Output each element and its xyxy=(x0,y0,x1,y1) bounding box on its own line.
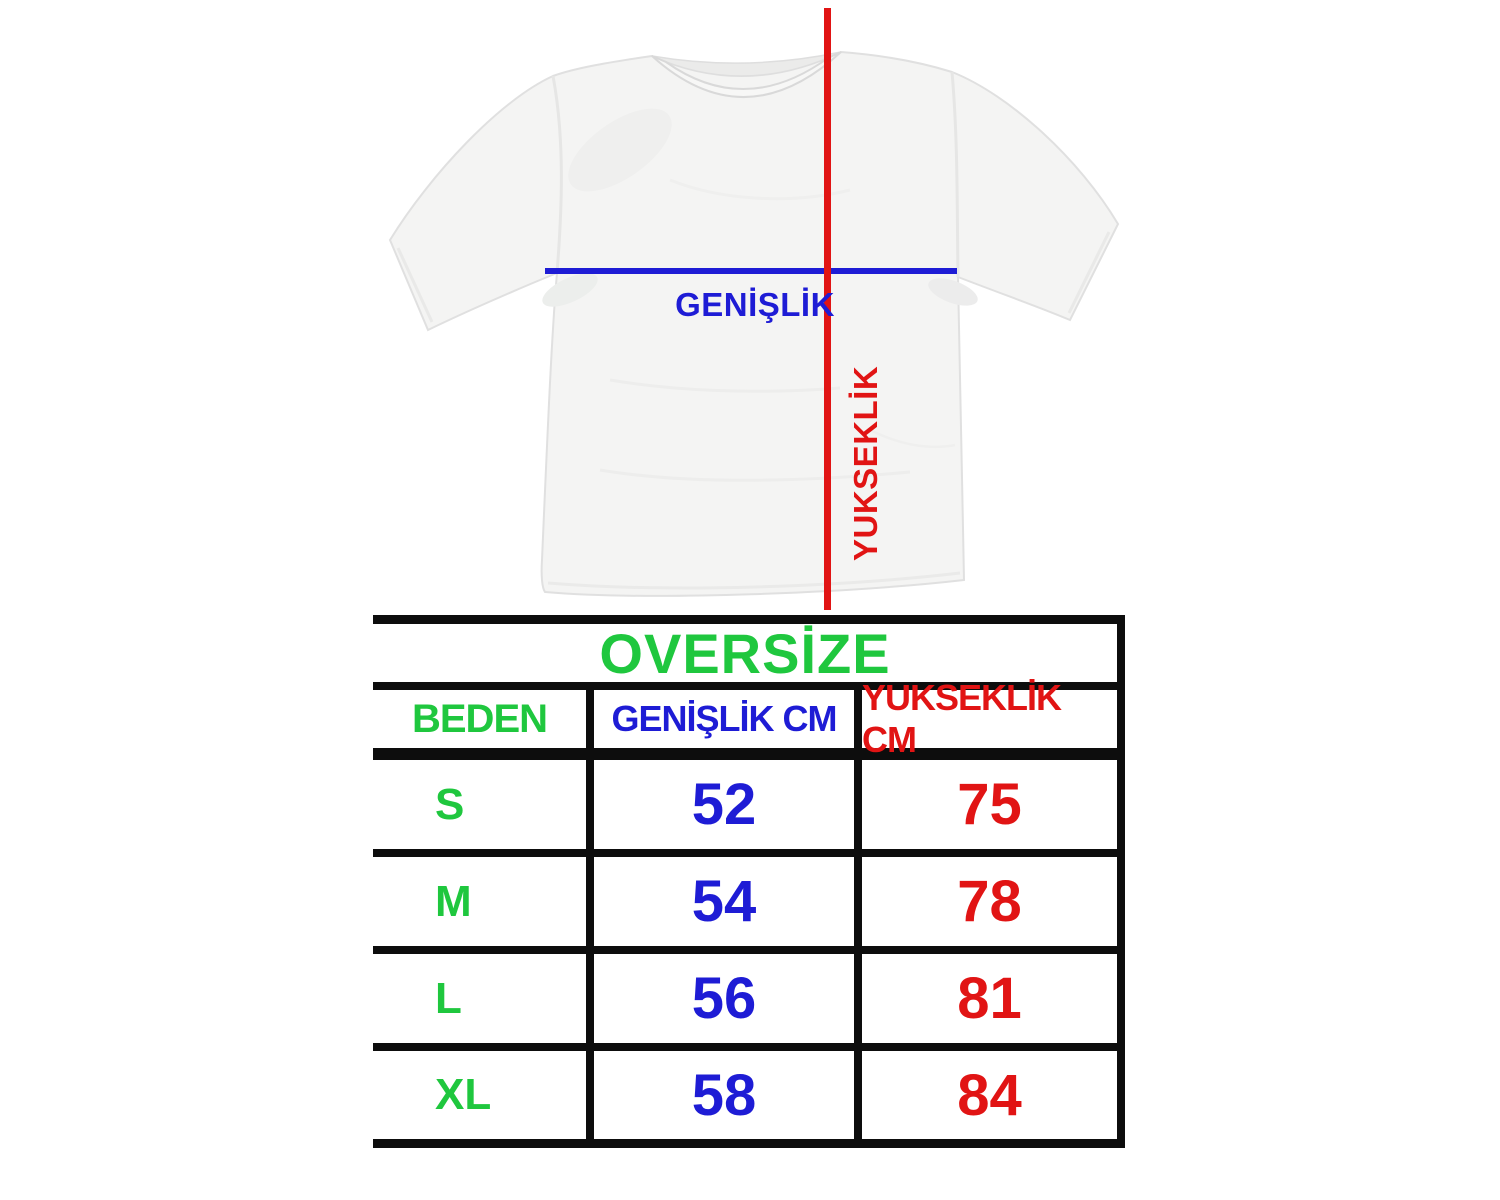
width-value: 56 xyxy=(594,954,862,1043)
size-table xyxy=(373,615,1125,1148)
table-row-m xyxy=(373,857,1117,954)
height-value: 81 xyxy=(957,966,1022,1031)
table-row-l xyxy=(373,954,1117,1051)
header-height-cm: YUKSEKLİK CM xyxy=(862,677,1062,760)
width-measure-line xyxy=(545,268,957,274)
width-line-label: GENİŞLİK xyxy=(675,286,835,323)
width-value: 54 xyxy=(594,857,862,946)
height-value: 84 xyxy=(957,1062,1022,1128)
size-label: M xyxy=(373,857,594,946)
table-header-row xyxy=(373,677,1117,760)
table-title: OVERSİZE xyxy=(599,621,891,685)
table-row-s xyxy=(373,760,1117,857)
height-line-label: YUKSEKLİK xyxy=(847,365,884,561)
size-label: S xyxy=(373,760,594,849)
height-value: 75 xyxy=(957,772,1022,837)
header-size: BEDEN xyxy=(373,690,594,748)
header-width-cm: GENİŞLİK CM xyxy=(594,690,862,748)
table-row-xl xyxy=(373,1051,1117,1148)
width-value: 58 xyxy=(594,1051,862,1139)
height-value: 78 xyxy=(957,869,1022,934)
width-value: 52 xyxy=(594,760,862,849)
size-label: XL xyxy=(373,1051,594,1139)
size-label: L xyxy=(373,954,594,1043)
